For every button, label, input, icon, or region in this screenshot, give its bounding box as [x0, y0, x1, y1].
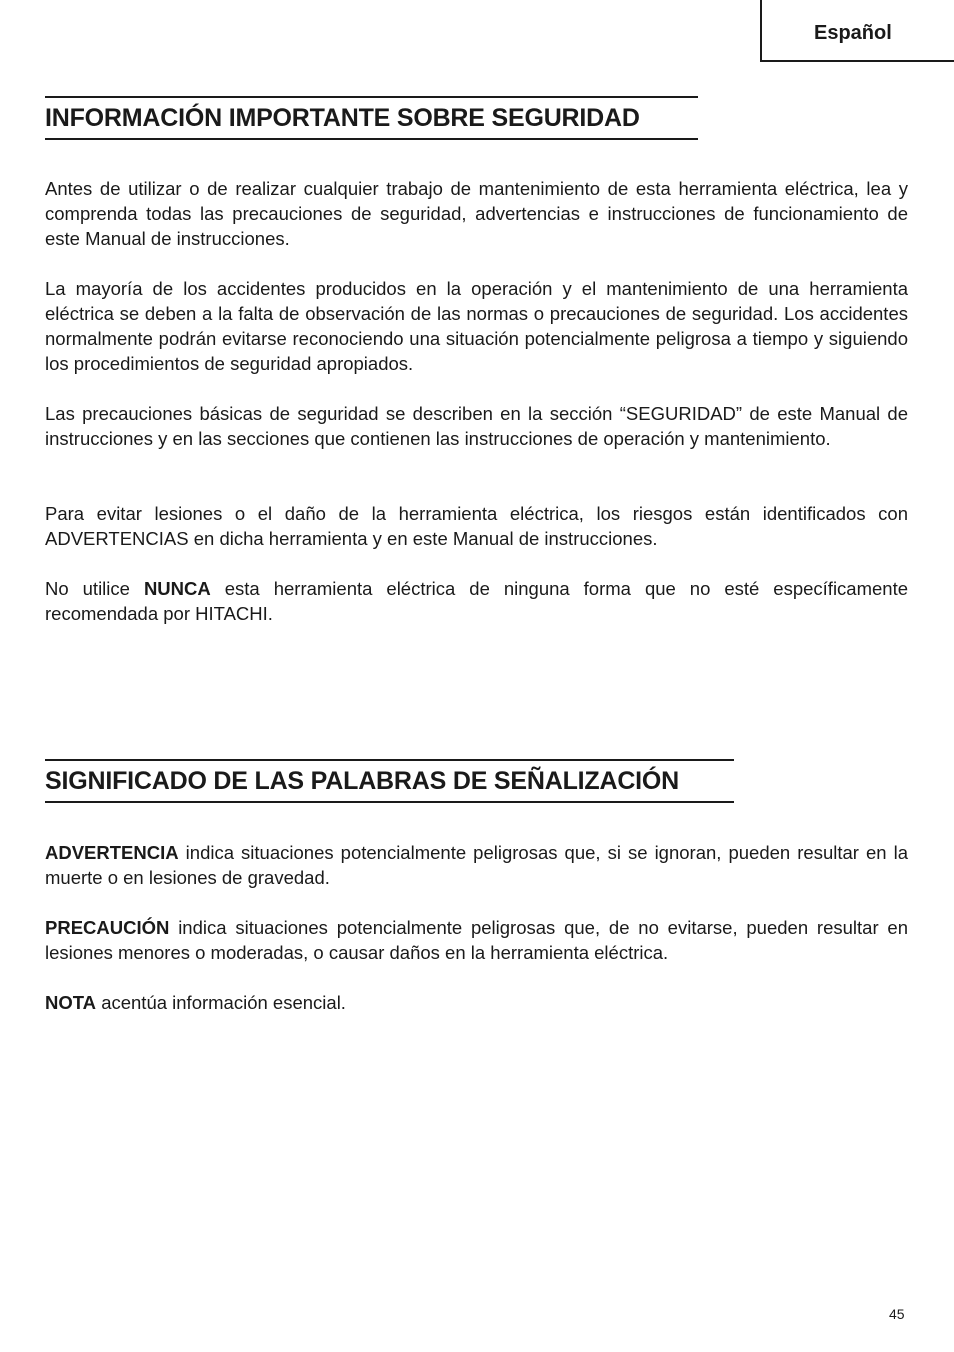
term-precaucion: PRECAUCIÓN [45, 917, 170, 938]
term-advertencia: ADVERTENCIA [45, 842, 179, 863]
signal-word-nota [45, 990, 908, 1015]
signal-word-advertencia [45, 840, 908, 890]
page-number: 45 [889, 1306, 905, 1322]
signal-word-precaucion [45, 915, 908, 965]
paragraph-suffix: esta herramienta eléctrica de ninguna forma que no esté específicamente recomendada por HITACHI. [45, 578, 909, 624]
safety-paragraph-1: Antes de utilizar o de realizar cualquier trabajo de mantenimiento de esta herramienta eléctrica, lea y comprenda todas las precauciones de seguridad, advertencias e instrucciones de funcionamiento de este Manual de instrucciones. [45, 178, 908, 249]
term-nota: NOTA [45, 992, 97, 1013]
definition-precaucion: indica situaciones potencialmente peligrosas que, de no evitarse, pueden resultar en lesiones menores o moderadas, o causar daños en la herramienta eléctrica. [45, 917, 908, 963]
definition-advertencia: indica situaciones potencialmente peligrosas que, si se ignoran, pueden resultar en la muerte o en lesiones de gravedad. [45, 842, 908, 888]
safety-paragraph-3: Las precauciones básicas de seguridad se describen en la sección “SEGURIDAD” de este Manual de instrucciones y en las secciones que contienen las instrucciones de operación y mantenimiento. [45, 403, 908, 449]
section-title-signal-words: SIGNIFICADO DE LAS PALABRAS DE SEÑALIZACIÓN [45, 759, 734, 803]
safety-paragraph-4: Para evitar lesiones o el daño de la herramienta eléctrica, los riesgos están identificados con ADVERTENCIAS en dicha herramienta y en este Manual de instrucciones. [45, 503, 908, 549]
paragraph-prefix: No utilice [45, 578, 130, 599]
emphasis-nunca: NUNCA [143, 578, 211, 599]
section-title-safety: INFORMACIÓN IMPORTANTE SOBRE SEGURIDAD [45, 96, 698, 140]
definition-nota: acentúa información esencial. [101, 992, 346, 1013]
language-tab [760, 0, 954, 62]
safety-paragraph-2: La mayoría de los accidentes producidos en la operación y el mantenimiento de una herramienta eléctrica se deben a la falta de observación de las normas o precauciones de seguridad. Los accidentes normalmente podrán evitarse reconociendo una situación potencialmente peligrosa a tiempo y siguiendo los procedimientos de seguridad apropiados. [45, 278, 908, 374]
language-label: Español [814, 22, 892, 44]
safety-paragraph-5 [45, 576, 908, 626]
